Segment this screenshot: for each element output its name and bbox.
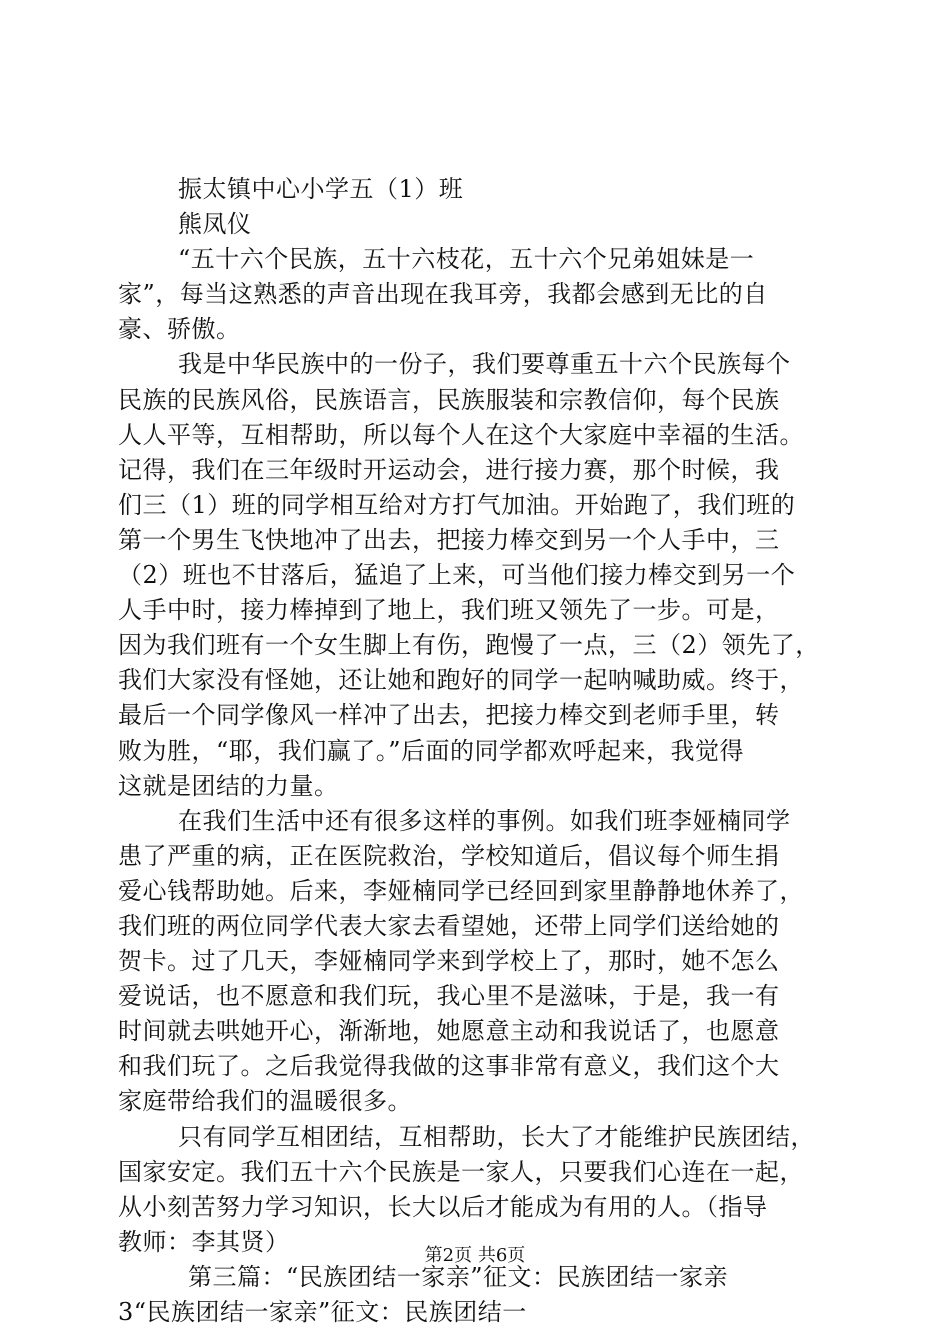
text-line: 第一个男生飞快地冲了出去，把接力棒交到另一个人手中，三 <box>118 525 780 554</box>
text-line: 只有同学互相团结，互相帮助，长大了才能维护民族团结， <box>178 1122 815 1151</box>
text-line: 因为我们班有一个女生脚上有伤，跑慢了一点，三（2）领先了， <box>118 631 820 660</box>
text-line: 记得，我们在三年级时开运动会，进行接力赛，那个时候，我 <box>118 455 780 484</box>
text-line: 豪、骄傲。 <box>118 315 241 344</box>
text-line: 贺卡。过了几天，李娅楠同学来到学校上了，那时，她不怎么 <box>118 947 780 976</box>
document-body <box>118 172 838 1330</box>
text-line: （2）班也不甘落后，猛追了上来，可当他们接力棒交到另一个 <box>118 561 796 590</box>
text-line: 败为胜，“耶，我们赢了。”后面的同学都欢呼起来，我觉得 <box>118 736 745 765</box>
text-line: 患了严重的病，正在医院救治，学校知道后，倡议每个师生捐 <box>118 841 780 870</box>
text-line: 民族的民族风俗，民族语言，民族服装和宗教信仰，每个民族 <box>118 385 780 414</box>
text-line: 家”，每当这熟悉的声音出现在我耳旁，我都会感到无比的自 <box>118 280 768 309</box>
text-line: 时间就去哄她开心，渐渐地，她愿意主动和我说话了，也愿意 <box>118 1017 780 1046</box>
text-line: 在我们生活中还有很多这样的事例。如我们班李娅楠同学 <box>178 806 791 835</box>
text-line: 我们班的两位同学代表大家去看望她，还带上同学们送给她的 <box>118 911 780 940</box>
text-line: “五十六个民族，五十六枝花，五十六个兄弟姐妹是一 <box>178 245 755 274</box>
text-line: 爱心钱帮助她。后来，李娅楠同学已经回到家里静静地休养了， <box>118 876 804 905</box>
text-line: 教师：李其贤） <box>118 1227 290 1256</box>
text-line: 们三（1）班的同学相互给对方打气加油。开始跑了，我们班的 <box>118 490 796 519</box>
text-line: 从小刻苦努力学习知识，长大以后才能成为有用的人。（指导 <box>118 1192 768 1221</box>
text-line: 人手中时，接力棒掉到了地上，我们班又领先了一步。可是， <box>118 596 780 625</box>
text-line: 我是中华民族中的一份子，我们要尊重五十六个民族每个 <box>178 350 791 379</box>
text-line: 熊凤仪 <box>178 210 252 239</box>
text-line: 家庭带给我们的温暖很多。 <box>118 1087 412 1116</box>
text-line: 振太镇中心小学五（1）班 <box>178 175 464 203</box>
text-line: 最后一个同学像风一样冲了出去，把接力棒交到老师手里，转 <box>118 701 780 730</box>
text-line: 这就是团结的力量。 <box>118 771 339 800</box>
text-line: 爱说话，也不愿意和我们玩，我心里不是滋味，于是，我一有 <box>118 982 780 1011</box>
text-line: 和我们玩了。之后我觉得我做的这事非常有意义，我们这个大 <box>118 1052 780 1081</box>
text-line: 我们大家没有怪她，还让她和跑好的同学一起呐喊助威。终于， <box>118 666 804 695</box>
text-line: 第三篇：“民族团结一家亲”征文：民族团结一家亲 <box>188 1262 729 1291</box>
text-line: 3“民族团结一家亲”征文：民族团结一 <box>118 1298 527 1326</box>
text-line: 人人平等，互相帮助，所以每个人在这个大家庭中幸福的生活。 <box>118 420 804 449</box>
text-line: 国家安定。我们五十六个民族是一家人，只要我们心连在一起， <box>118 1157 804 1186</box>
page-footer: 第2页 共6页 <box>424 1245 526 1266</box>
